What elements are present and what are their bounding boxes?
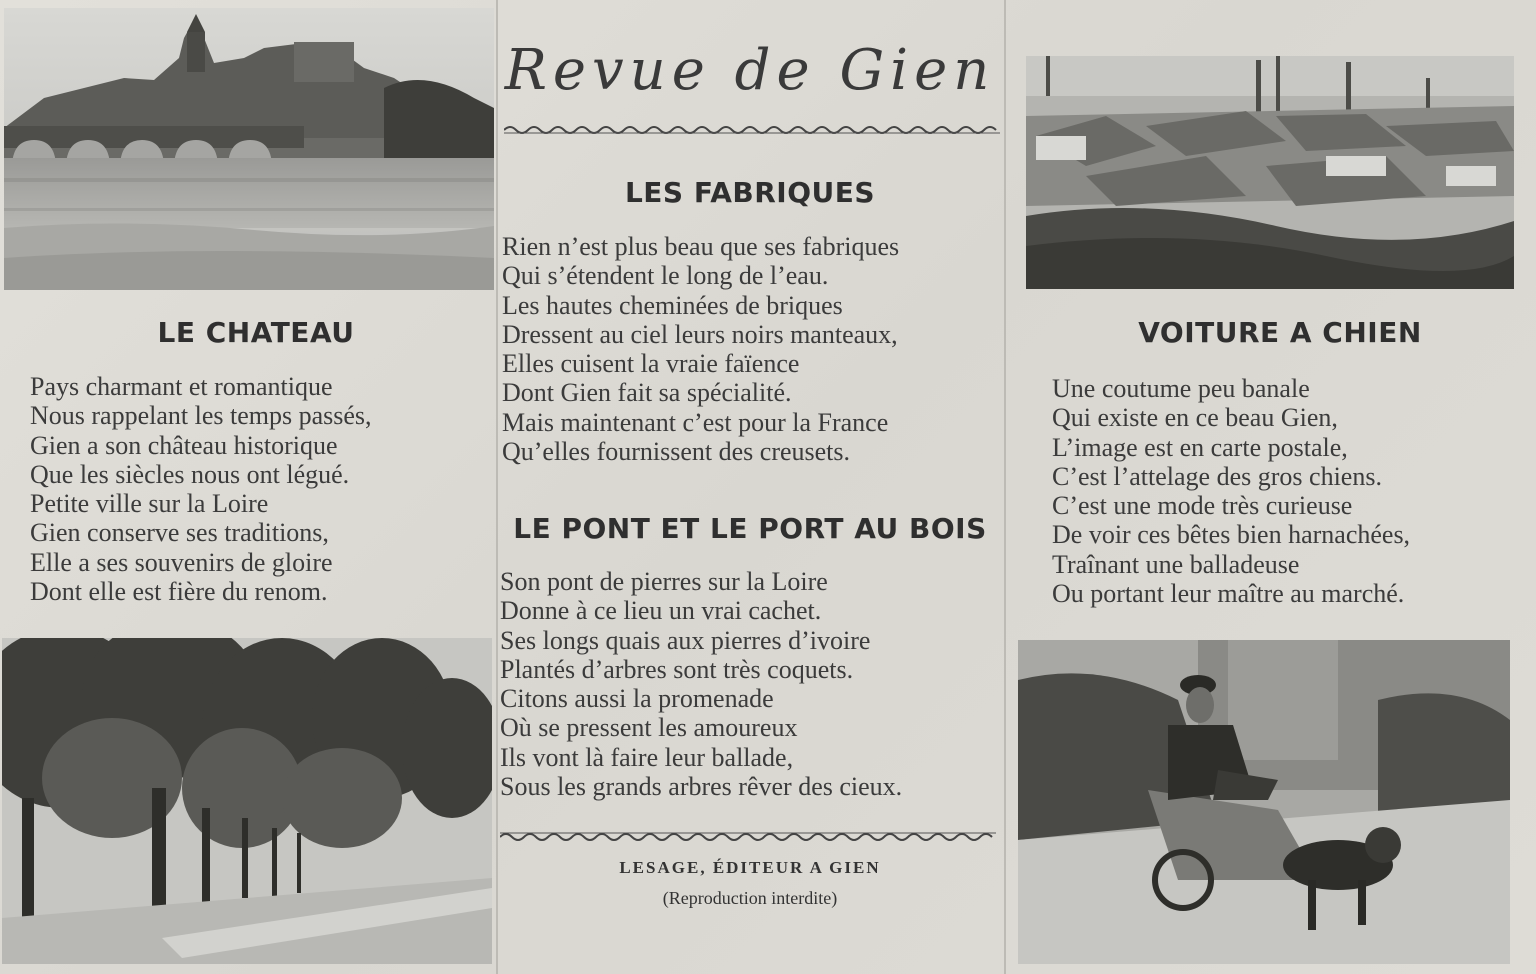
chateau-poem: [30, 372, 372, 606]
poem-line: Traînant une balladeuse: [1052, 549, 1300, 579]
poem-line: Mais maintenant c’est pour la France: [502, 407, 889, 437]
poem-line: Une coutume peu banale: [1052, 374, 1310, 403]
chateau-photo: [4, 8, 494, 290]
voiture-a-chien-photo: [1018, 640, 1510, 964]
poem-line: Les hautes cheminées de briques: [502, 290, 843, 320]
fabriques-heading: LES FABRIQUES: [624, 176, 876, 209]
poem-line: Qu’elles fournissent des creusets.: [502, 437, 851, 467]
poem-line: Ils vont là faire leur ballade,: [500, 742, 794, 772]
publisher-credit: LESAGE, ÉDITEUR A GIEN: [619, 858, 881, 877]
poem-line: Ou portant leur maître au marché.: [1052, 579, 1405, 609]
poem-line: Pays charmant et romantique: [30, 372, 333, 401]
chateau-heading: LE CHATEAU: [157, 316, 355, 349]
poem-line: Son pont de pierres sur la Loire: [500, 567, 828, 596]
title-divider: [504, 124, 1000, 136]
voiture-heading: VOITURE A CHIEN: [1138, 316, 1422, 349]
poem-line: Qui existe en ce beau Gien,: [1052, 403, 1338, 433]
poem-line: Citons aussi la promenade: [500, 684, 774, 714]
poem-line: Dressent au ciel leurs noirs manteaux,: [502, 319, 898, 349]
left-column-divider: [496, 0, 498, 974]
poem-line: Plantés d’arbres sont très coquets.: [500, 654, 854, 684]
poem-line: L’image est en carte postale,: [1052, 432, 1348, 462]
poem-line: Dont Gien fait sa spécialité.: [502, 378, 792, 408]
poem-line: Qui s’étendent le long de l’eau.: [502, 261, 829, 291]
poem-line: Ses longs quais aux pierres d’ivoire: [500, 625, 871, 655]
poem-line: Dont elle est fière du renom.: [30, 577, 328, 607]
fabriques-poem: [502, 232, 899, 466]
promenade-photo: [2, 638, 492, 964]
fabriques-photo: [1026, 56, 1514, 289]
poem-line: Gien a son château historique: [30, 430, 338, 460]
reproduction-notice: (Reproduction interdite): [662, 888, 838, 908]
footer-divider: [500, 830, 996, 842]
pont-poem: [500, 567, 902, 801]
pont-heading: LE PONT ET LE PORT AU BOIS: [513, 512, 987, 545]
poem-line: C’est une mode très curieuse: [1052, 491, 1353, 521]
poem-line: Gien conserve ses traditions,: [30, 518, 329, 548]
poem-line: C’est l’attelage des gros chiens.: [1052, 461, 1382, 491]
poem-line: De voir ces bêtes bien harnachées,: [1052, 520, 1411, 550]
poem-line: Rien n’est plus beau que ses fabriques: [502, 232, 900, 261]
poem-line: Que les siècles nous ont légué.: [30, 459, 350, 489]
poem-line: Où se pressent les amoureux: [500, 713, 798, 743]
poem-line: Donne à ce lieu un vrai cachet.: [500, 596, 822, 626]
poem-line: Sous les grands arbres rêver des cieux.: [500, 772, 903, 802]
page-title: Revue de Gien: [504, 38, 996, 103]
voiture-poem: [1052, 374, 1410, 608]
right-column-divider: [1004, 0, 1006, 974]
poem-line: Nous rappelant les temps passés,: [30, 401, 372, 431]
poem-line: Elle a ses souvenirs de gloire: [30, 547, 333, 577]
poem-line: Elles cuisent la vraie faïence: [502, 349, 800, 379]
poem-line: Petite ville sur la Loire: [30, 489, 269, 519]
